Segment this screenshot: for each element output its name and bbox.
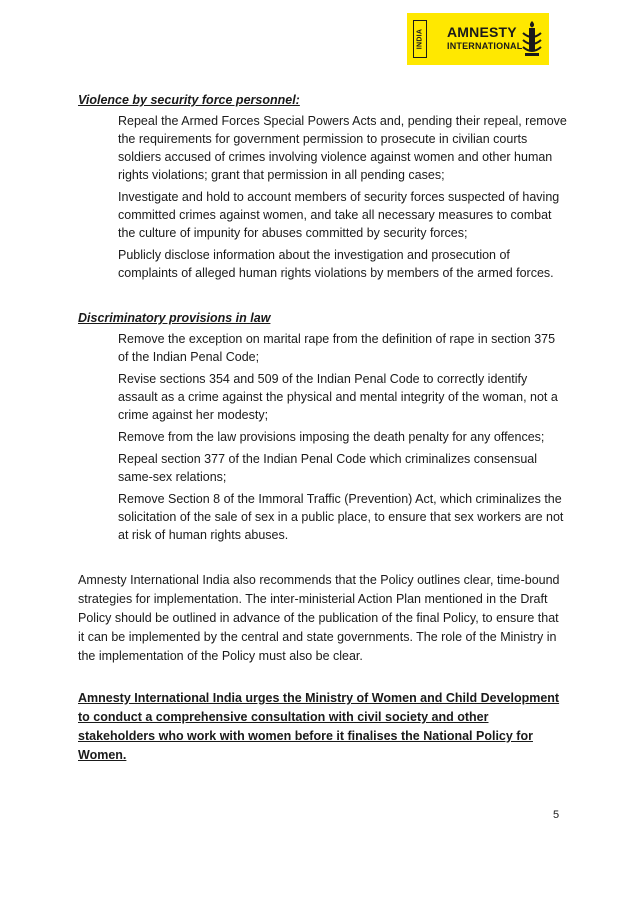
amnesty-logo	[407, 13, 549, 65]
list-item: Publicly disclose information about the investigation and prosecution of complaints of alleged human rights violations by members of the armed forces.	[118, 248, 554, 280]
list-item: Repeal the Armed Forces Special Powers Acts and, pending their repeal, remove the requirements for government permission to prosecute in civilian courts soldiers accused of crimes involving violence against women and other human rights violations; grant that permission in all pending cases;	[118, 114, 567, 182]
document-body	[78, 91, 568, 765]
list-item: Remove from the law provisions imposing the death penalty for any offences;	[118, 430, 545, 444]
recommendation-list-law	[118, 330, 568, 544]
list-item: Remove the exception on marital rape from the definition of rape in section 375 of the Indian Penal Code;	[118, 332, 556, 364]
list-item: Investigate and hold to account members of security forces suspected of having committed crimes against women, and take all necessary measures to combat the culture of impunity for abuses committed by security forces;	[118, 190, 560, 240]
list-item: Repeal section 377 of the Indian Penal Code which criminalizes consensual same-sex relations;	[118, 452, 538, 484]
section-heading-discriminatory-law: Discriminatory provisions in law	[78, 311, 271, 325]
logo-country-text: INDIA	[416, 28, 424, 50]
page-number: 5	[553, 809, 560, 821]
recommendation-paragraph: Amnesty International India also recommends that the Policy outlines clear, time-bound strategies for implementation. The inter-ministerial Action Plan mentioned in the Draft Policy should be outlined in advance of the publication of the final Policy, to ensure that it can be implemented by the central and state governments. The role of the Ministry in the implementation of the Policy must also be clear.	[78, 573, 560, 663]
recommendation-list-violence	[118, 112, 568, 282]
logo-wordmark	[447, 25, 522, 51]
logo-line2: INTERNATIONAL	[447, 41, 523, 51]
conclusion-paragraph: Amnesty International India urges the Ministry of Women and Child Development to conduct a comprehensive consultation with civil society and other stakeholders who work with women before it finalises the National Policy for Women.	[78, 691, 560, 762]
logo-country-tag	[413, 20, 427, 58]
list-item: Remove Section 8 of the Immoral Traffic (Prevention) Act, which criminalizes the solicitation of the sale of sex in a public place, to ensure that sex workers are not at risk of human rights abuses.	[118, 492, 564, 542]
section-heading-violence: Violence by security force personnel:	[78, 93, 300, 107]
candle-barbed-wire-icon	[520, 19, 544, 59]
logo-line1: AMNESTY	[447, 24, 517, 40]
list-item: Revise sections 354 and 509 of the Indian Penal Code to correctly identify assault as a crime against the physical and mental integrity of the woman, not a crime against her modesty;	[118, 372, 558, 422]
